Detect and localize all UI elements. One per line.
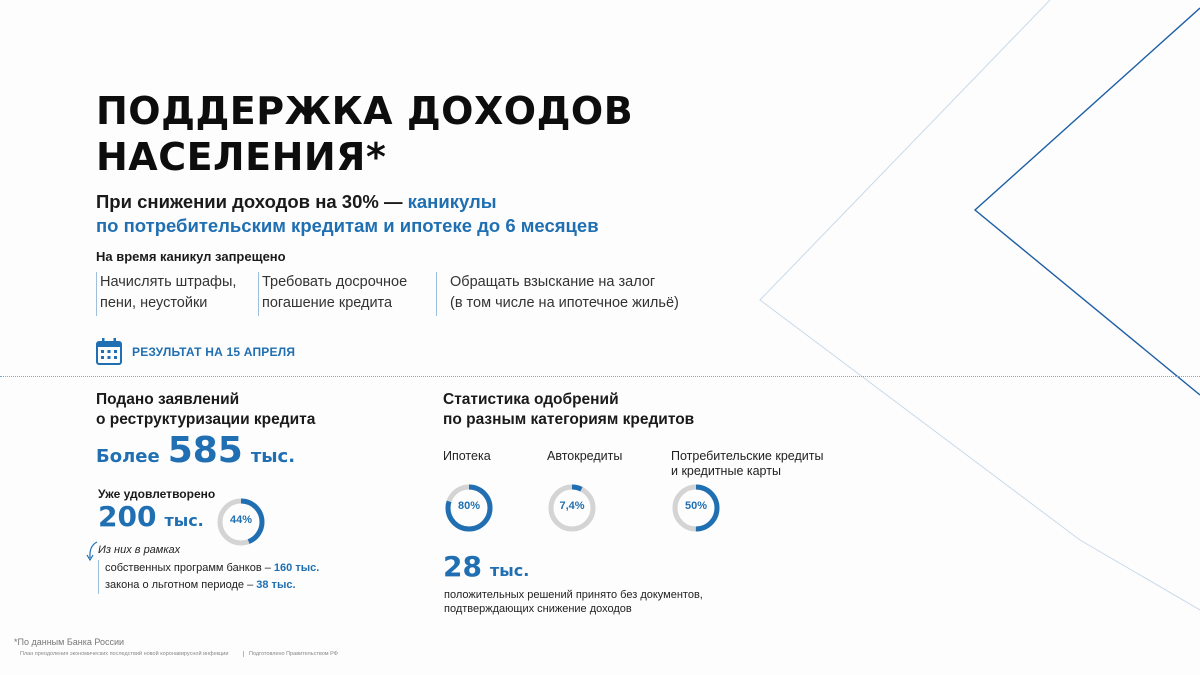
nodoc-total (443, 550, 529, 583)
nodoc-caption-line: подтверждающих снижение доходов (444, 603, 632, 615)
breakdown-item (105, 577, 319, 594)
ban-item-line: Обращать взыскание на залог (450, 274, 656, 290)
satisfied-percent: 44% (229, 514, 253, 526)
approvals-title-line-1: Статистика одобрений (443, 391, 619, 408)
subtitle-part-1: При снижении доходов на 30% — (96, 191, 408, 212)
category-label-mortgage: Ипотека (443, 449, 491, 463)
breakdown-list (98, 560, 319, 594)
approvals-title (443, 390, 694, 430)
consumer-percent: 50% (684, 500, 708, 512)
ban-item-penalties (96, 272, 236, 316)
ban-item-collateral (436, 272, 679, 316)
category-label-consumer (671, 449, 823, 479)
nodoc-unit: тыс. (489, 561, 530, 580)
ban-item-line: пени, неустойки (100, 295, 208, 311)
satisfied-unit: тыс. (164, 511, 204, 530)
applications-prefix: Более (96, 446, 160, 467)
auto-percent: 7,4% (559, 500, 585, 512)
nodoc-caption (444, 588, 703, 616)
title-line-2: НАСЕЛЕНИЯ* (96, 135, 387, 179)
applications-title (96, 390, 315, 430)
satisfied-donut (216, 497, 266, 547)
bans-heading: На время каникул запрещено (96, 249, 286, 264)
page-title (96, 88, 633, 180)
ban-item-line: Начислять штрафы, (100, 274, 237, 290)
category-label-line: и кредитные карты (671, 464, 781, 478)
calendar-icon (96, 338, 122, 366)
title-line-1: ПОДДЕРЖКА ДОХОДОВ (96, 89, 634, 133)
mortgage-donut (444, 483, 494, 533)
auto-donut (547, 483, 597, 533)
subtitle-line-2: по потребительским кредитам и ипотеке до 6 месяцев (96, 215, 599, 236)
category-label-line: Потребительские кредиты (671, 449, 824, 463)
footnote: *По данным Банка России (14, 637, 125, 647)
consumer-donut (671, 483, 721, 533)
result-label: РЕЗУЛЬТАТ НА 15 АПРЕЛЯ (132, 345, 296, 359)
satisfied-total (98, 500, 204, 533)
ban-item-line: Требовать досрочное (262, 274, 408, 290)
subtitle-part-2: каникулы (407, 191, 497, 212)
footer-left: План преодоления экономических последствий новой коронавирусной инфекции (20, 651, 229, 657)
ban-item-line: погашение кредита (262, 295, 393, 311)
ban-item-line: (в том числе на ипотечное жильё) (450, 295, 679, 311)
applications-title-line-1: Подано заявлений (96, 391, 240, 408)
nodoc-number: 28 (443, 550, 482, 583)
nodoc-caption-line: положительных решений принято без документов, (444, 589, 703, 601)
approvals-title-line-2: по разным категориям кредитов (443, 411, 695, 428)
result-header (96, 337, 295, 367)
breakdown-item-value: 38 тыс. (256, 579, 296, 591)
section-divider (0, 376, 1200, 377)
breakdown-item-label: собственных программ банков – (105, 562, 274, 574)
breakdown-heading: Из них в рамках (98, 544, 181, 556)
ban-item-early-repayment (258, 272, 407, 316)
footer-right: Подготовлено Правительством РФ (243, 651, 338, 657)
applications-unit: тыс. (250, 446, 296, 467)
breakdown-item-value: 160 тыс. (273, 562, 320, 574)
breakdown-item (105, 560, 319, 577)
breakdown-item-label: закона о льготном периоде – (105, 579, 257, 591)
applications-total (96, 430, 295, 471)
satisfied-label: Уже удовлетворено (98, 487, 216, 501)
applications-title-line-2: о реструктуризации кредита (96, 411, 316, 428)
category-label-auto: Автокредиты (547, 449, 623, 463)
applications-number: 585 (167, 430, 243, 471)
satisfied-number: 200 (98, 500, 157, 533)
subtitle (96, 190, 599, 238)
mortgage-percent: 80% (457, 500, 481, 512)
